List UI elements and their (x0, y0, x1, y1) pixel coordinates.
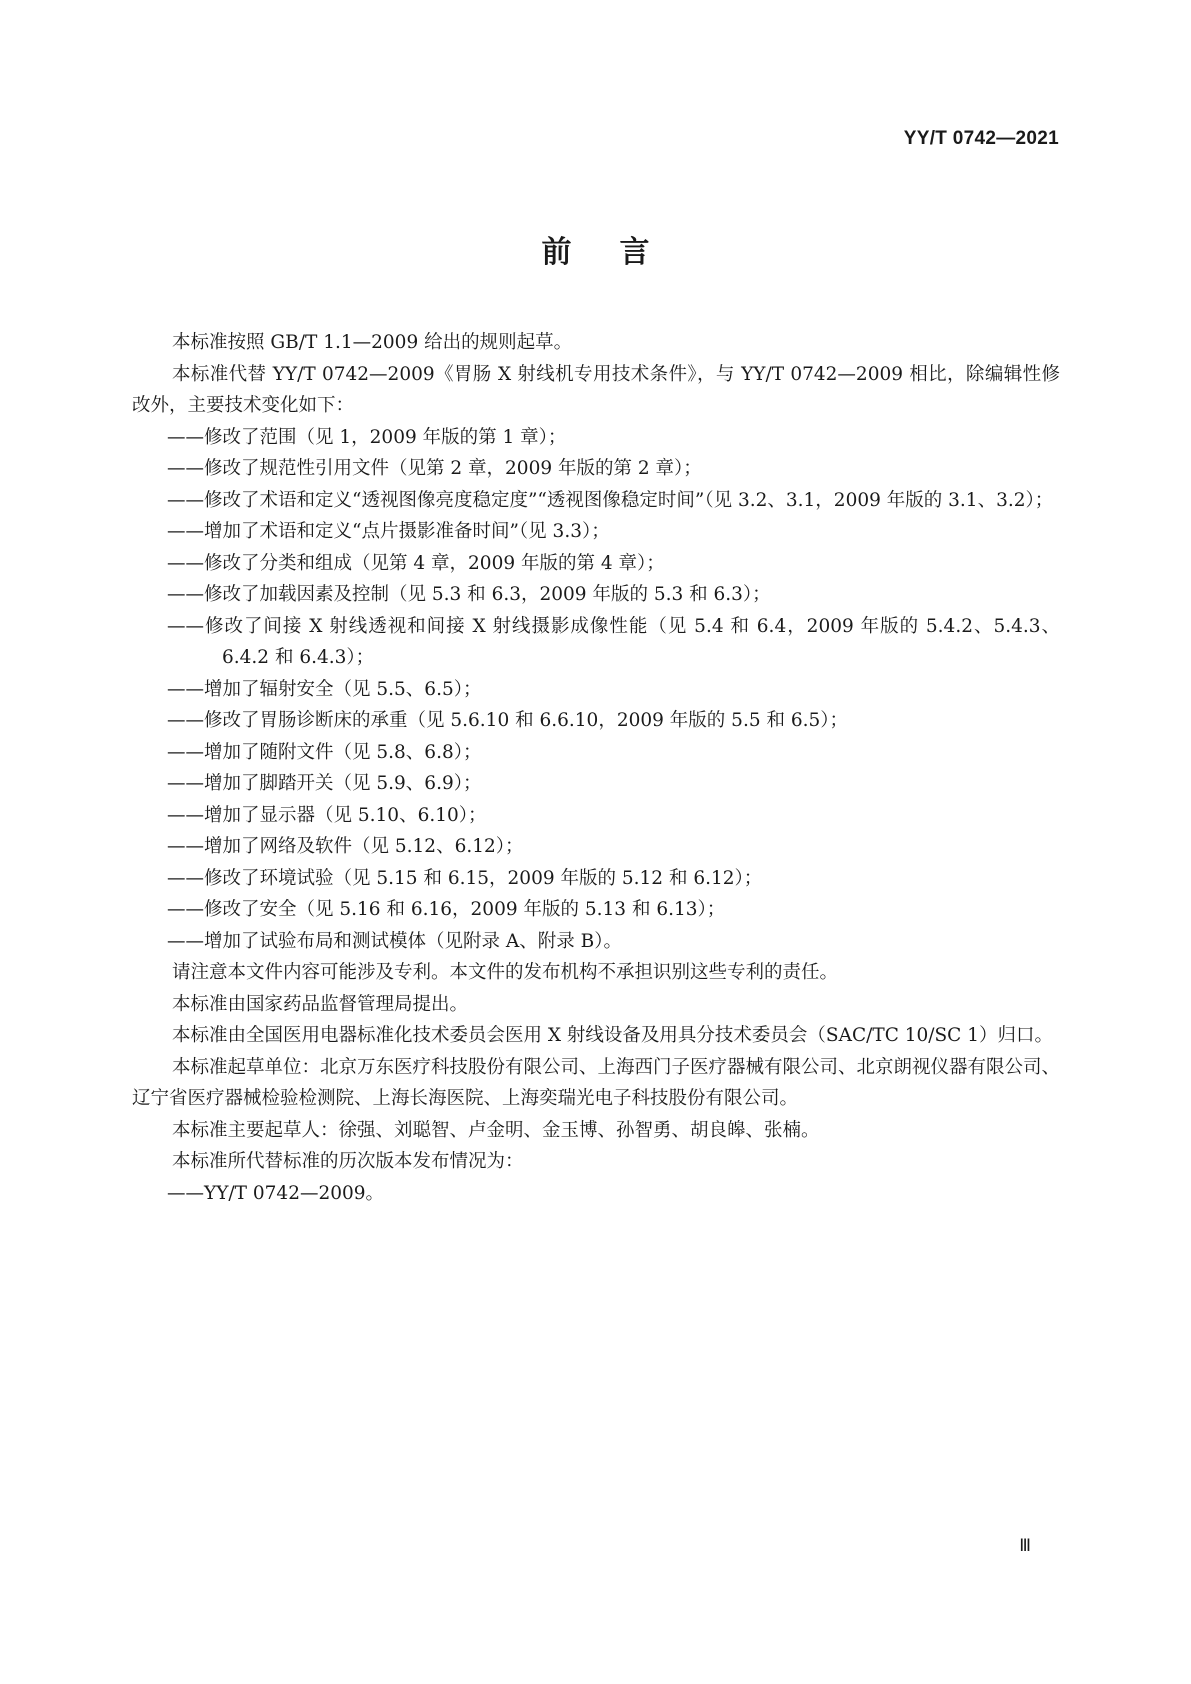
change-item: ——修改了规范性引用文件（见第 2 章，2009 年版的第 2 章）； (167, 458, 702, 479)
change-item: ——修改了间接 X 射线透视和间接 X 射线摄影成像性能（见 5.4 和 6.4，2009 年版的 5.4.2、5.4.3、6.4.2 和 6.4.3）； (167, 615, 1060, 668)
change-item: ——增加了网络及软件（见 5.12、6.12）； (167, 836, 524, 857)
standard-code: YY/T 0742—2021 (903, 128, 1059, 149)
change-item: ——修改了术语和定义“透视图像亮度稳定度”“透视图像稳定时间”（见 3.2、3.1，2009 年版的 3.1、3.2）； (167, 489, 1054, 511)
change-item: ——增加了辐射安全（见 5.5、6.5）； (167, 678, 482, 700)
change-item: ——修改了分类和组成（见第 4 章，2009 年版的第 4 章）； (167, 552, 665, 574)
paragraph: 本标准所代替标准的历次版本发布情况为： (172, 1151, 524, 1172)
change-item: ——修改了加载因素及控制（见 5.3 和 6.3，2009 年版的 5.3 和 6.3）； (167, 584, 771, 605)
change-item: ——增加了显示器（见 5.10、6.10）； (167, 804, 487, 826)
change-item: ——修改了环境试验（见 5.15 和 6.15，2009 年版的 5.12 和 6.12）； (167, 867, 763, 889)
change-item: ——增加了随附文件（见 5.8、6.8）； (167, 741, 482, 763)
paragraph: 本标准按照 GB/T 1.1—2009 给出的规则起草。 (172, 332, 573, 353)
paragraph: 本标准主要起草人：徐强、刘聪智、卢金明、金玉博、孙智勇、胡良皞、张楠。 (172, 1119, 820, 1141)
change-item: ——修改了胃肠诊断床的承重（见 5.6.10 和 6.6.10，2009 年版的 5.5 和 6.5）； (167, 710, 849, 731)
change-item: ——增加了试验布局和测试模体（见附录 A、附录 B）。 (167, 930, 622, 952)
paragraph: 本标准起草单位：北京万东医疗科技股份有限公司、上海西门子医疗器械有限公司、北京朗视仪器有限公司、辽宁省医疗器械检验检测院、上海长海医院、上海奕瑞光电子科技股份有限公司。 (132, 1056, 1061, 1109)
change-item: ——修改了范围（见 1，2009 年版的第 1 章）； (167, 426, 567, 448)
paragraph: 本标准代替 YY/T 0742—2009《胃肠 X 射线机专用技术条件》，与 YY/T 0742—2009 相比，除编辑性修改外，主要技术变化如下： (132, 363, 1060, 416)
page-number: Ⅲ (1019, 1536, 1031, 1555)
change-item: ——修改了安全（见 5.16 和 6.16，2009 年版的 5.13 和 6.13）； (167, 899, 726, 920)
paragraph: 本标准由国家药品监督管理局提出。 (172, 993, 469, 1015)
page-title: 前言 (541, 235, 698, 270)
change-item: ——增加了术语和定义“点片摄影准备时间”（见 3.3）； (167, 521, 610, 542)
history-item: ——YY/T 0742—2009。 (167, 1182, 385, 1204)
change-item: ——增加了脚踏开关（见 5.9、6.9）； (167, 773, 482, 794)
paragraph: 本标准由全国医用电器标准化技术委员会医用 X 射线设备及用具分技术委员会（SAC/TC 10/SC 1）归口。 (172, 1025, 1053, 1046)
foreword-body (132, 327, 1060, 1209)
paragraph: 请注意本文件内容可能涉及专利。本文件的发布机构不承担识别这些专利的责任。 (172, 962, 839, 983)
